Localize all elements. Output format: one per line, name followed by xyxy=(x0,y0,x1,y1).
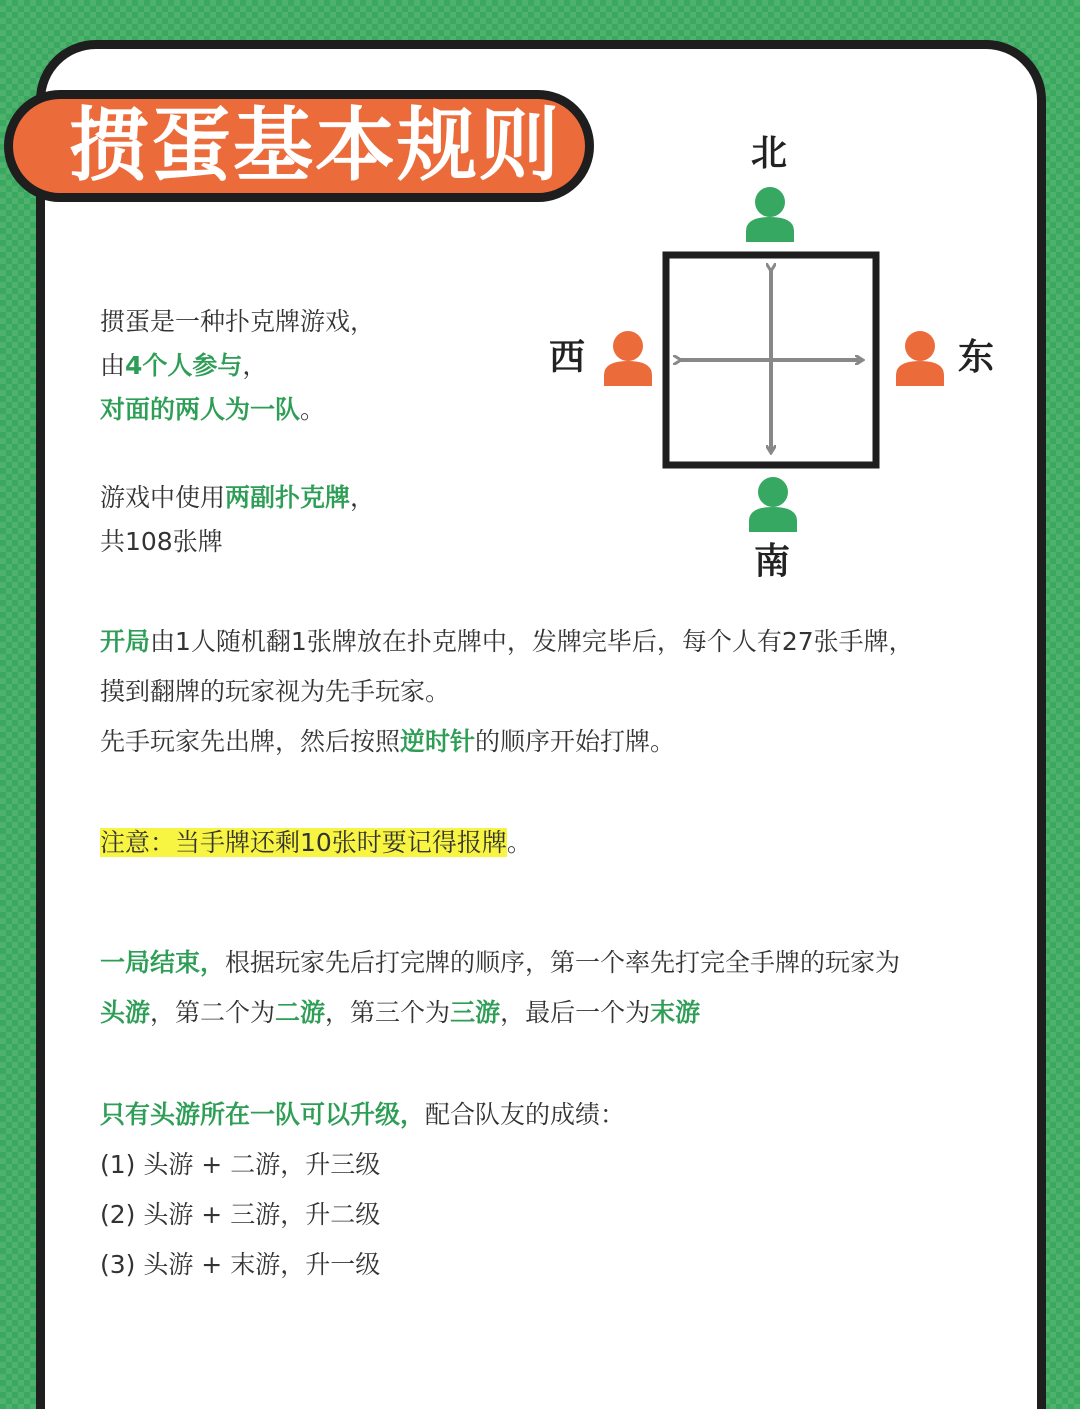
east-person-icon xyxy=(896,331,944,386)
note-highlight: 注意：当手牌还剩10张时要记得报牌 xyxy=(100,828,507,857)
south-label: 南 xyxy=(754,541,791,582)
seating-diagram xyxy=(540,120,1020,590)
intro-line: 由4个人参与， xyxy=(100,351,268,380)
upgrade-line: 只有头游所在一队可以升级，配合队友的成绩： xyxy=(100,1100,626,1129)
intro-line: 共108张牌 xyxy=(100,527,223,556)
end-line: 一局结束，根据玩家先后打完牌的顺序，第一个率先打完全手牌的玩家为 xyxy=(100,948,901,977)
west-person-icon xyxy=(604,331,652,386)
upgrade-rule-item: (2) 头游 + 三游，升二级 xyxy=(100,1200,381,1229)
start-line: 先手玩家先出牌，然后按照逆时针的顺序开始打牌。 xyxy=(100,727,676,756)
seating-diagram-svg xyxy=(540,120,1020,590)
intro-block xyxy=(100,300,375,564)
upgrade-rule-item: (1) 头游 + 二游，升三级 xyxy=(100,1150,381,1179)
intro-line: 游戏中使用两副扑克牌， xyxy=(100,483,376,512)
end-line: 头游，第二个为二游，第三个为三游，最后一个为末游 xyxy=(100,998,701,1027)
east-label: 东 xyxy=(958,337,995,378)
start-line: 开局由1人随机翻1张牌放在扑克牌中，发牌完毕后，每个人有27张手牌， xyxy=(100,627,914,656)
west-label: 西 xyxy=(549,337,586,378)
upgrade-block xyxy=(100,1090,625,1290)
intro-line: 掼蛋是一种扑克牌游戏， xyxy=(100,307,376,336)
intro-spacer xyxy=(100,432,375,476)
title-banner xyxy=(4,90,594,202)
start-line: 摸到翻牌的玩家视为先手玩家。 xyxy=(100,677,451,706)
upgrade-rule-item: (3) 头游 + 末游，升一级 xyxy=(100,1250,381,1279)
south-person-icon xyxy=(749,477,797,532)
end-block xyxy=(100,938,900,1038)
page-title: 掼蛋基本规则 xyxy=(69,99,561,192)
start-block xyxy=(100,617,914,767)
north-person-icon xyxy=(746,187,794,242)
note-line: 注意：当手牌还剩10张时要记得报牌。 xyxy=(100,828,532,857)
intro-line: 对面的两人为一队。 xyxy=(100,395,326,424)
north-label: 北 xyxy=(751,133,788,174)
